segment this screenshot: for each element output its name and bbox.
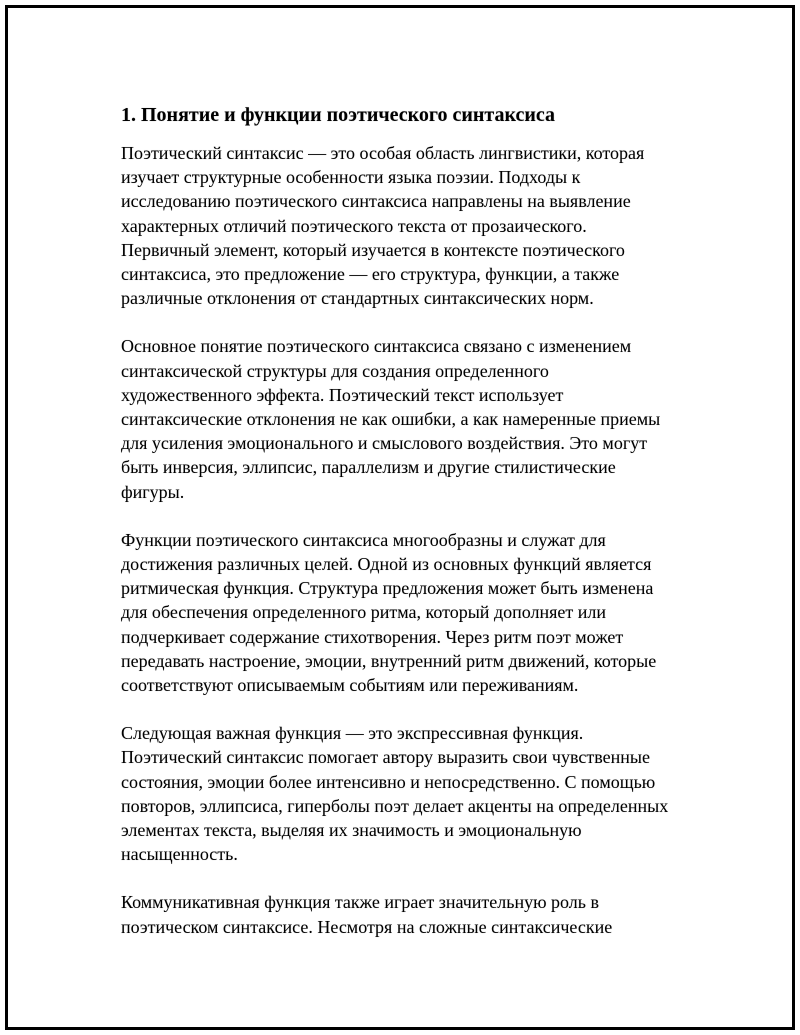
text-line: Первичный элемент, который изучается в контексте поэтического bbox=[121, 239, 625, 260]
paragraph-definition bbox=[121, 141, 701, 310]
text-line: художественного эффекта. Поэтический текст использует bbox=[121, 384, 564, 405]
text-line: Поэтический синтаксис — это особая область лингвистики, которая bbox=[121, 143, 645, 163]
text-line: фигуры. bbox=[121, 481, 185, 502]
text-line: элементах текста, выделяя их значимость и эмоциональную bbox=[121, 820, 582, 841]
document-body bbox=[121, 101, 701, 963]
paragraph-rhythmic-function bbox=[121, 528, 701, 697]
text-line: подчеркивает содержание стихотворения. Через ритм поэт может bbox=[121, 626, 624, 647]
text-line: различные отклонения от стандартных синтаксических норм. bbox=[121, 288, 594, 309]
paragraph-communicative-function bbox=[121, 890, 701, 938]
text-line: исследованию поэтического синтаксиса направлены на выявление bbox=[121, 191, 631, 212]
text-line: поэтическом синтаксисе. Несмотря на сложные синтаксические bbox=[121, 916, 613, 937]
page-frame bbox=[5, 5, 795, 1030]
paragraph-expressive-function bbox=[121, 721, 701, 866]
text-line: достижения различных целей. Одной из основных функций является bbox=[121, 554, 652, 575]
text-line: синтаксиса, это предложение — его структура, функции, а также bbox=[121, 264, 620, 285]
text-line: для усиления эмоционального и смыслового воздействия. Это могут bbox=[121, 433, 648, 454]
text-line: соответствуют описываемым событиям или переживаниям. bbox=[121, 675, 579, 696]
text-line: передавать настроение, эмоции, внутренний ритм движений, которые bbox=[121, 650, 657, 671]
text-line: насыщенность. bbox=[121, 844, 238, 865]
paragraph-main-concept bbox=[121, 334, 701, 503]
text-line: быть инверсия, эллипсис, параллелизм и другие стилистические bbox=[121, 457, 616, 478]
text-line: характерных отличий поэтического текста от прозаического. bbox=[121, 215, 587, 236]
text-line: для обеспечения определенного ритма, который дополняет или bbox=[121, 602, 606, 623]
text-line: ритмическая функция. Структура предложения может быть изменена bbox=[121, 578, 654, 599]
text-line: синтаксические отклонения не как ошибки, а как намеренные приемы bbox=[121, 409, 661, 430]
text-line: Следующая важная функция — это экспрессивная функция. bbox=[121, 723, 584, 744]
text-line: Коммуникативная функция также играет значительную роль в bbox=[121, 892, 599, 913]
text-line: Функции поэтического синтаксиса многообразны и служат для bbox=[121, 529, 606, 550]
text-line: изучает структурные особенности языка поэзии. Подходы к bbox=[121, 167, 581, 188]
text-line: состояния, эмоции более интенсивно и непосредственно. С помощью bbox=[121, 771, 656, 792]
text-line: Поэтический синтаксис помогает автору выразить свои чувственные bbox=[121, 747, 650, 768]
text-line: Основное понятие поэтического синтаксиса связано с изменением bbox=[121, 336, 632, 357]
text-line: повторов, эллипсиса, гиперболы поэт делает акценты на определенных bbox=[121, 795, 669, 816]
text-line: синтаксической структуры для создания определенного bbox=[121, 360, 549, 381]
section-heading: 1. Понятие и функции поэтического синтаксиса bbox=[121, 104, 556, 126]
